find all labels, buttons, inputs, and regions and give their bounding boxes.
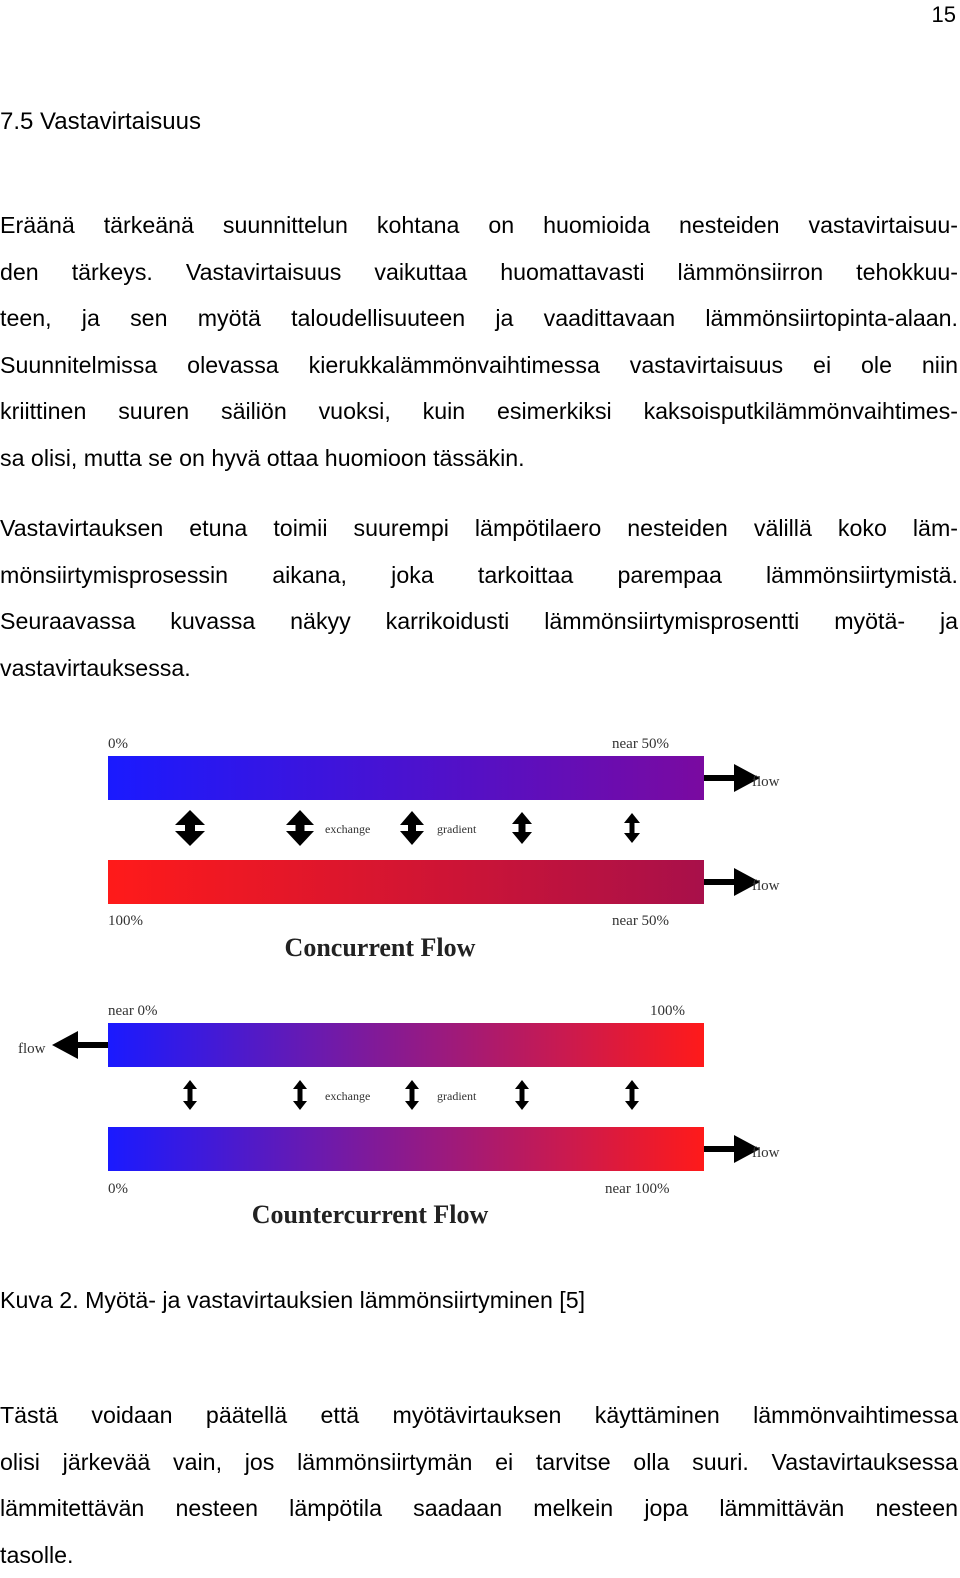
exchange-arrow-icon <box>405 1080 419 1110</box>
countercurrent-top-left-label: near 0% <box>108 1003 158 1019</box>
exchange-arrow-icon <box>183 1080 197 1110</box>
text-line: Vastavirtauksen etuna toimii suurempi lämpötilaero nesteiden välillä koko läm- <box>0 505 958 552</box>
figure-caption: Kuva 2. Myötä- ja vastavirtauksien lämmönsiirtyminen [5] <box>0 1280 585 1320</box>
exchange-arrow-icon <box>293 1080 307 1110</box>
concurrent-top-right-label: near 50% <box>612 736 669 752</box>
section-heading: 7.5 Vastavirtaisuus <box>0 108 201 136</box>
page-number: 15 <box>932 2 956 28</box>
countercurrent-exchange-label: exchange <box>325 1089 370 1103</box>
concurrent-cold-stream-bar <box>108 756 704 800</box>
concurrent-gradient-label: gradient <box>437 822 477 836</box>
exchange-arrow-icon <box>625 1080 639 1110</box>
text-line: tasolle. <box>0 1532 958 1578</box>
text-line: mönsiirtymisprosessin aikana, joka tarkoittaa parempaa lämmönsiirtymistä. <box>0 552 958 599</box>
text-line: Suunnitelmissa olevassa kierukkalämmönvaihtimessa vastavirtaisuus ei ole niin <box>0 342 958 389</box>
countercurrent-cold-stream-bar <box>108 1023 704 1067</box>
concurrent-hot-stream-bar <box>108 860 704 904</box>
text-line: kriittinen suuren säiliön vuoksi, kuin esimerkiksi kaksoisputkilämmönvaihtimes- <box>0 388 958 435</box>
concurrent-bottom-left-label: 100% <box>108 913 143 929</box>
text-line: Eräänä tärkeänä suunnittelun kohtana on huomioida nesteiden vastavirtaisuu- <box>0 202 958 249</box>
flow-arrow-left-icon <box>52 1031 108 1059</box>
text-line: olisi järkevää vain, jos lämmönsiirtymän ei tarvitse olla suuri. Vastavirtauksessa <box>0 1439 958 1486</box>
text-line: Seuraavassa kuvassa näkyy karrikoidusti lämmönsiirtymisprosentti myötä- ja <box>0 598 958 645</box>
concurrent-bottom-flow-label: flow <box>752 878 780 894</box>
paragraph-3 <box>0 1392 958 1578</box>
concurrent-exchange-label: exchange <box>325 822 370 836</box>
countercurrent-top-flow-label: flow <box>18 1041 46 1057</box>
text-line: den tärkeys. Vastavirtaisuus vaikuttaa huomattavasti lämmönsiirron tehokkuu- <box>0 249 958 296</box>
countercurrent-flow-title: Countercurrent Flow <box>252 1200 489 1229</box>
concurrent-flow-title: Concurrent Flow <box>285 933 476 962</box>
countercurrent-bottom-flow-label: flow <box>752 1145 780 1161</box>
concurrent-bottom-right-label: near 50% <box>612 913 669 929</box>
text-line: teen, ja sen myötä taloudellisuuteen ja vaadittavaan lämmönsiirtopinta-alaan. <box>0 295 958 342</box>
exchange-arrow-icon <box>286 810 314 846</box>
exchange-arrow-icon <box>175 810 205 846</box>
concurrent-top-left-label: 0% <box>108 736 128 752</box>
countercurrent-top-right-label: 100% <box>650 1003 685 1019</box>
countercurrent-hot-stream-bar <box>108 1127 704 1171</box>
concurrent-top-flow-label: flow <box>752 774 780 790</box>
countercurrent-bottom-right-label: near 100% <box>605 1181 670 1197</box>
text-line: sa olisi, mutta se on hyvä ottaa huomioon tässäkin. <box>0 435 958 482</box>
paragraph-1 <box>0 202 958 481</box>
countercurrent-bottom-left-label: 0% <box>108 1181 128 1197</box>
flow-diagram-figure <box>0 728 960 1234</box>
exchange-arrow-icon <box>512 812 532 844</box>
exchange-arrow-icon <box>400 811 424 845</box>
paragraph-2 <box>0 505 958 691</box>
exchange-arrow-icon <box>515 1080 529 1110</box>
exchange-arrow-icon <box>624 813 640 843</box>
text-line: vastavirtauksessa. <box>0 645 958 692</box>
text-line: lämmitettävän nesteen lämpötila saadaan melkein jopa lämmittävän nesteen <box>0 1485 958 1532</box>
countercurrent-gradient-label: gradient <box>437 1089 477 1103</box>
text-line: Tästä voidaan päätellä että myötävirtauksen käyttäminen lämmönvaihtimessa <box>0 1392 958 1439</box>
